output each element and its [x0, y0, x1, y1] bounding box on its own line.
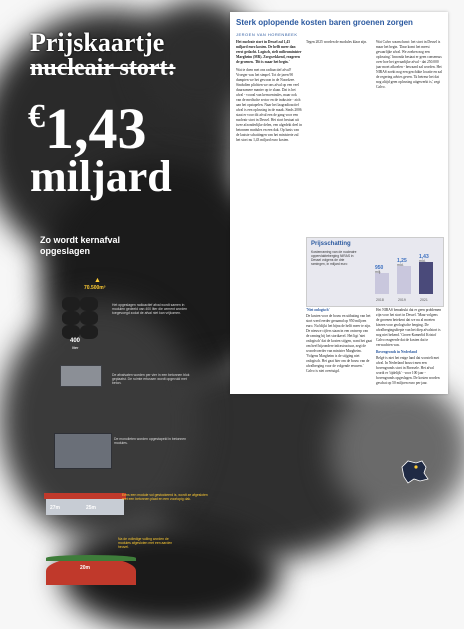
- article-body-1: Wat te doen met ons radioactief afval? Vroeger was het simpel. Tot de jaren 90 dumpten we het gewoon in de Noordzee. Sindsdien plichten we ons afval op een veel duurzamere manier op te slaan. Dat is het afval - vooral van kerncentrales, maar ook van de medische sector en de industrie - zich aan het opstapelen. Naar het laagradioactief afval is een oplossing in de maak. Sinds 2006 staat er voor dit afval een de gang voor een nucleair stort in Dessel. Het stort bestaat uit twee afzonderlijke delen, een afgedekt deel in betonnen modules en een dak. Op basis van de laatste schattingen van het ministerie zal het stort nu 1,43 miljard euro kosten.: [236, 68, 302, 142]
- height-label-25: 25m: [86, 505, 97, 511]
- headline-line-2: nucleair stort:: [30, 55, 176, 81]
- belgium-map: [398, 455, 430, 487]
- headline-unit: miljard: [30, 152, 172, 201]
- infographic-note-1: Het opgeslagen radioactief afval wordt samen in modulen gedeeld van 400 liter die cement worden toegevoegd zodat de afval niet kan vrijkomen.: [112, 303, 188, 316]
- headline-line-1: Prijskaartje: [30, 28, 165, 57]
- infographic: [40, 225, 220, 605]
- chart-description: Kostenraming van de nucleaire oppervlakteberging NIRAS in Dessel volgens de drie ramingen, in miljard euro: [311, 250, 357, 266]
- chart-value-label: 1,43: [419, 253, 429, 260]
- chart-unit-label: mld.: [397, 262, 404, 267]
- article-column-1: [236, 40, 302, 390]
- chart-category-label: 2019: [398, 298, 406, 302]
- infographic-note-2: De afvalvaten worden per vier in een betonnen blok geplaatst. De ruimte ertussen wordt opgevuld met beton.: [112, 373, 190, 386]
- drum-volume-unit: liter: [72, 345, 79, 350]
- chart-category-label: 2021: [420, 298, 428, 302]
- chart-bar: [397, 266, 411, 294]
- section-heading-2: Bovengronds in Nederland: [376, 350, 418, 354]
- volume-label: 70.500m³: [84, 285, 106, 291]
- section-heading-1: 'Niet onlogisch': [306, 308, 330, 312]
- article-body-3b: Het NIRAS benadrukt dat er geen problemen zijn voor het stort in Dessel. 'Maar volgens de groenen betekent dat we nu al moeten kiezen voor geologische berging. De afvalbergingsdiepte van het diep afvalstort is nog niet bekend.' Groen-Kamerlid Kristof Calvo reageerde dat de kosten dat te verwachten was.: [376, 308, 442, 347]
- chart-unit-label: mld.: [419, 258, 426, 263]
- drum-volume-label: 400: [70, 338, 81, 344]
- headline-amount: [28, 96, 147, 161]
- infographic-note-3: De monolieten worden opgestapeld in betonnen modules.: [114, 437, 187, 446]
- chart-value-label: 950: [375, 264, 384, 271]
- article-column-3-lower: [376, 308, 442, 390]
- smoke-cloud: [330, 380, 464, 520]
- article-body-2-intro: Tegen 2025 worden de modules klaar zijn.: [306, 40, 368, 44]
- chart-bar: [375, 273, 389, 294]
- chart-category-label: 2018: [376, 298, 384, 302]
- drum-icon: [80, 325, 98, 339]
- infographic-note-4: Eens een module vol gestockeerd is, wordt ze afgesloten met een betonnen plaat en een voorlopig dak.: [122, 493, 208, 502]
- currency-symbol: €: [28, 98, 45, 135]
- article-card: [230, 12, 448, 394]
- chart-value-label: 1,25: [397, 257, 407, 264]
- drum-icon: [62, 311, 80, 325]
- chart-plot-area: [371, 244, 441, 304]
- drum-icon: [62, 297, 80, 311]
- drum-icon: [80, 297, 98, 311]
- monolith-block: [54, 433, 112, 469]
- article-body-3c: Belgë is niet het enige land dat worstelt met afval. In Nederland bouwt men een bovengronds stort in Borssele. Het afval wordt er 'tijdelijk' - voor 100 jaar - bovengronds opgeslagen. De kosten worden geschat op 50 miljoen euro per jaar.: [376, 356, 440, 385]
- concrete-block: [60, 365, 102, 387]
- amount-number: 1,43: [45, 96, 147, 161]
- storage-module-roof: [44, 493, 126, 499]
- price-chart: [306, 237, 444, 307]
- article-body-2: De kosten voor de bouw en uitbating van het stort werd eerder geraamd op 950 miljoen euro. Nu blijkt het bijna de helft meer te zijn. De nieuwe cijfers staan in een ontwerp van de raming bij het stortkavel. Het ligt 'niet onlogisch' dat de kosten stijgen, want het gaat om heel bijzondere infrastructuur, zegt de woordvoerder van minister Margheim. 'Volgens Margheim is de stijging niet onlogisch. Het gaat hier om de bouw van de afvalberging voor de volgende eeuwen.' Calvo is niet overtuigd.: [306, 314, 372, 373]
- infographic-note-5: Na de volledige vulling worden de modules afgesloten met een aarden heuvel.: [118, 537, 173, 550]
- belgium-map-icon: [398, 455, 430, 487]
- height-label-20: 20m: [80, 565, 91, 571]
- headline: [30, 30, 230, 80]
- drum-icon: [62, 325, 80, 339]
- arrow-up-icon: ▲: [94, 277, 101, 284]
- article-subhead: Sterk oplopende kosten baren groenen zorgen: [236, 18, 413, 27]
- article-column-2-lower: [306, 308, 372, 390]
- article-body-3: Wat Calvo waarschuwt: het stort in Dessel is maar het begin. 'Daar komt het meest gevaarlijke afval. We zoeken nog een oplossing.' Innonda bestaat er geen consensus over hoe het gevaarlijke afval - dat 250.000 jaar moet afkoelen - bewaard zal worden. Het NIRAS zoekt nog een geschikte locatie en zal de regering advies geven. 'Ik betreur het dat nog altijd geen oplossing uitgewerkt is,' zegt Calvo.: [376, 40, 442, 89]
- location-marker-icon: [414, 465, 417, 468]
- infographic-title: Zo wordt kernafval opgeslagen: [40, 235, 121, 256]
- article-lead: Het nucleair stort in Dessel zal 1,43 miljard euro kosten. De helft meer dan eerst gedacht. Logisch, stelt milieuminister Margheim (MR). Zorgwekkend, reageren de groenen. 'Dit is maar het begin.': [236, 40, 302, 64]
- height-label-27: 27m: [50, 505, 61, 511]
- chart-bar: [419, 262, 433, 294]
- chart-unit-label: milj.: [375, 269, 382, 274]
- earthen-mound-grass: [46, 555, 136, 561]
- drum-icon: [80, 311, 98, 325]
- chart-title: Prijsschatting: [311, 241, 351, 247]
- article-byline: JEROEN VAN HORENBEEK: [236, 32, 298, 37]
- earthen-mound: [46, 557, 136, 585]
